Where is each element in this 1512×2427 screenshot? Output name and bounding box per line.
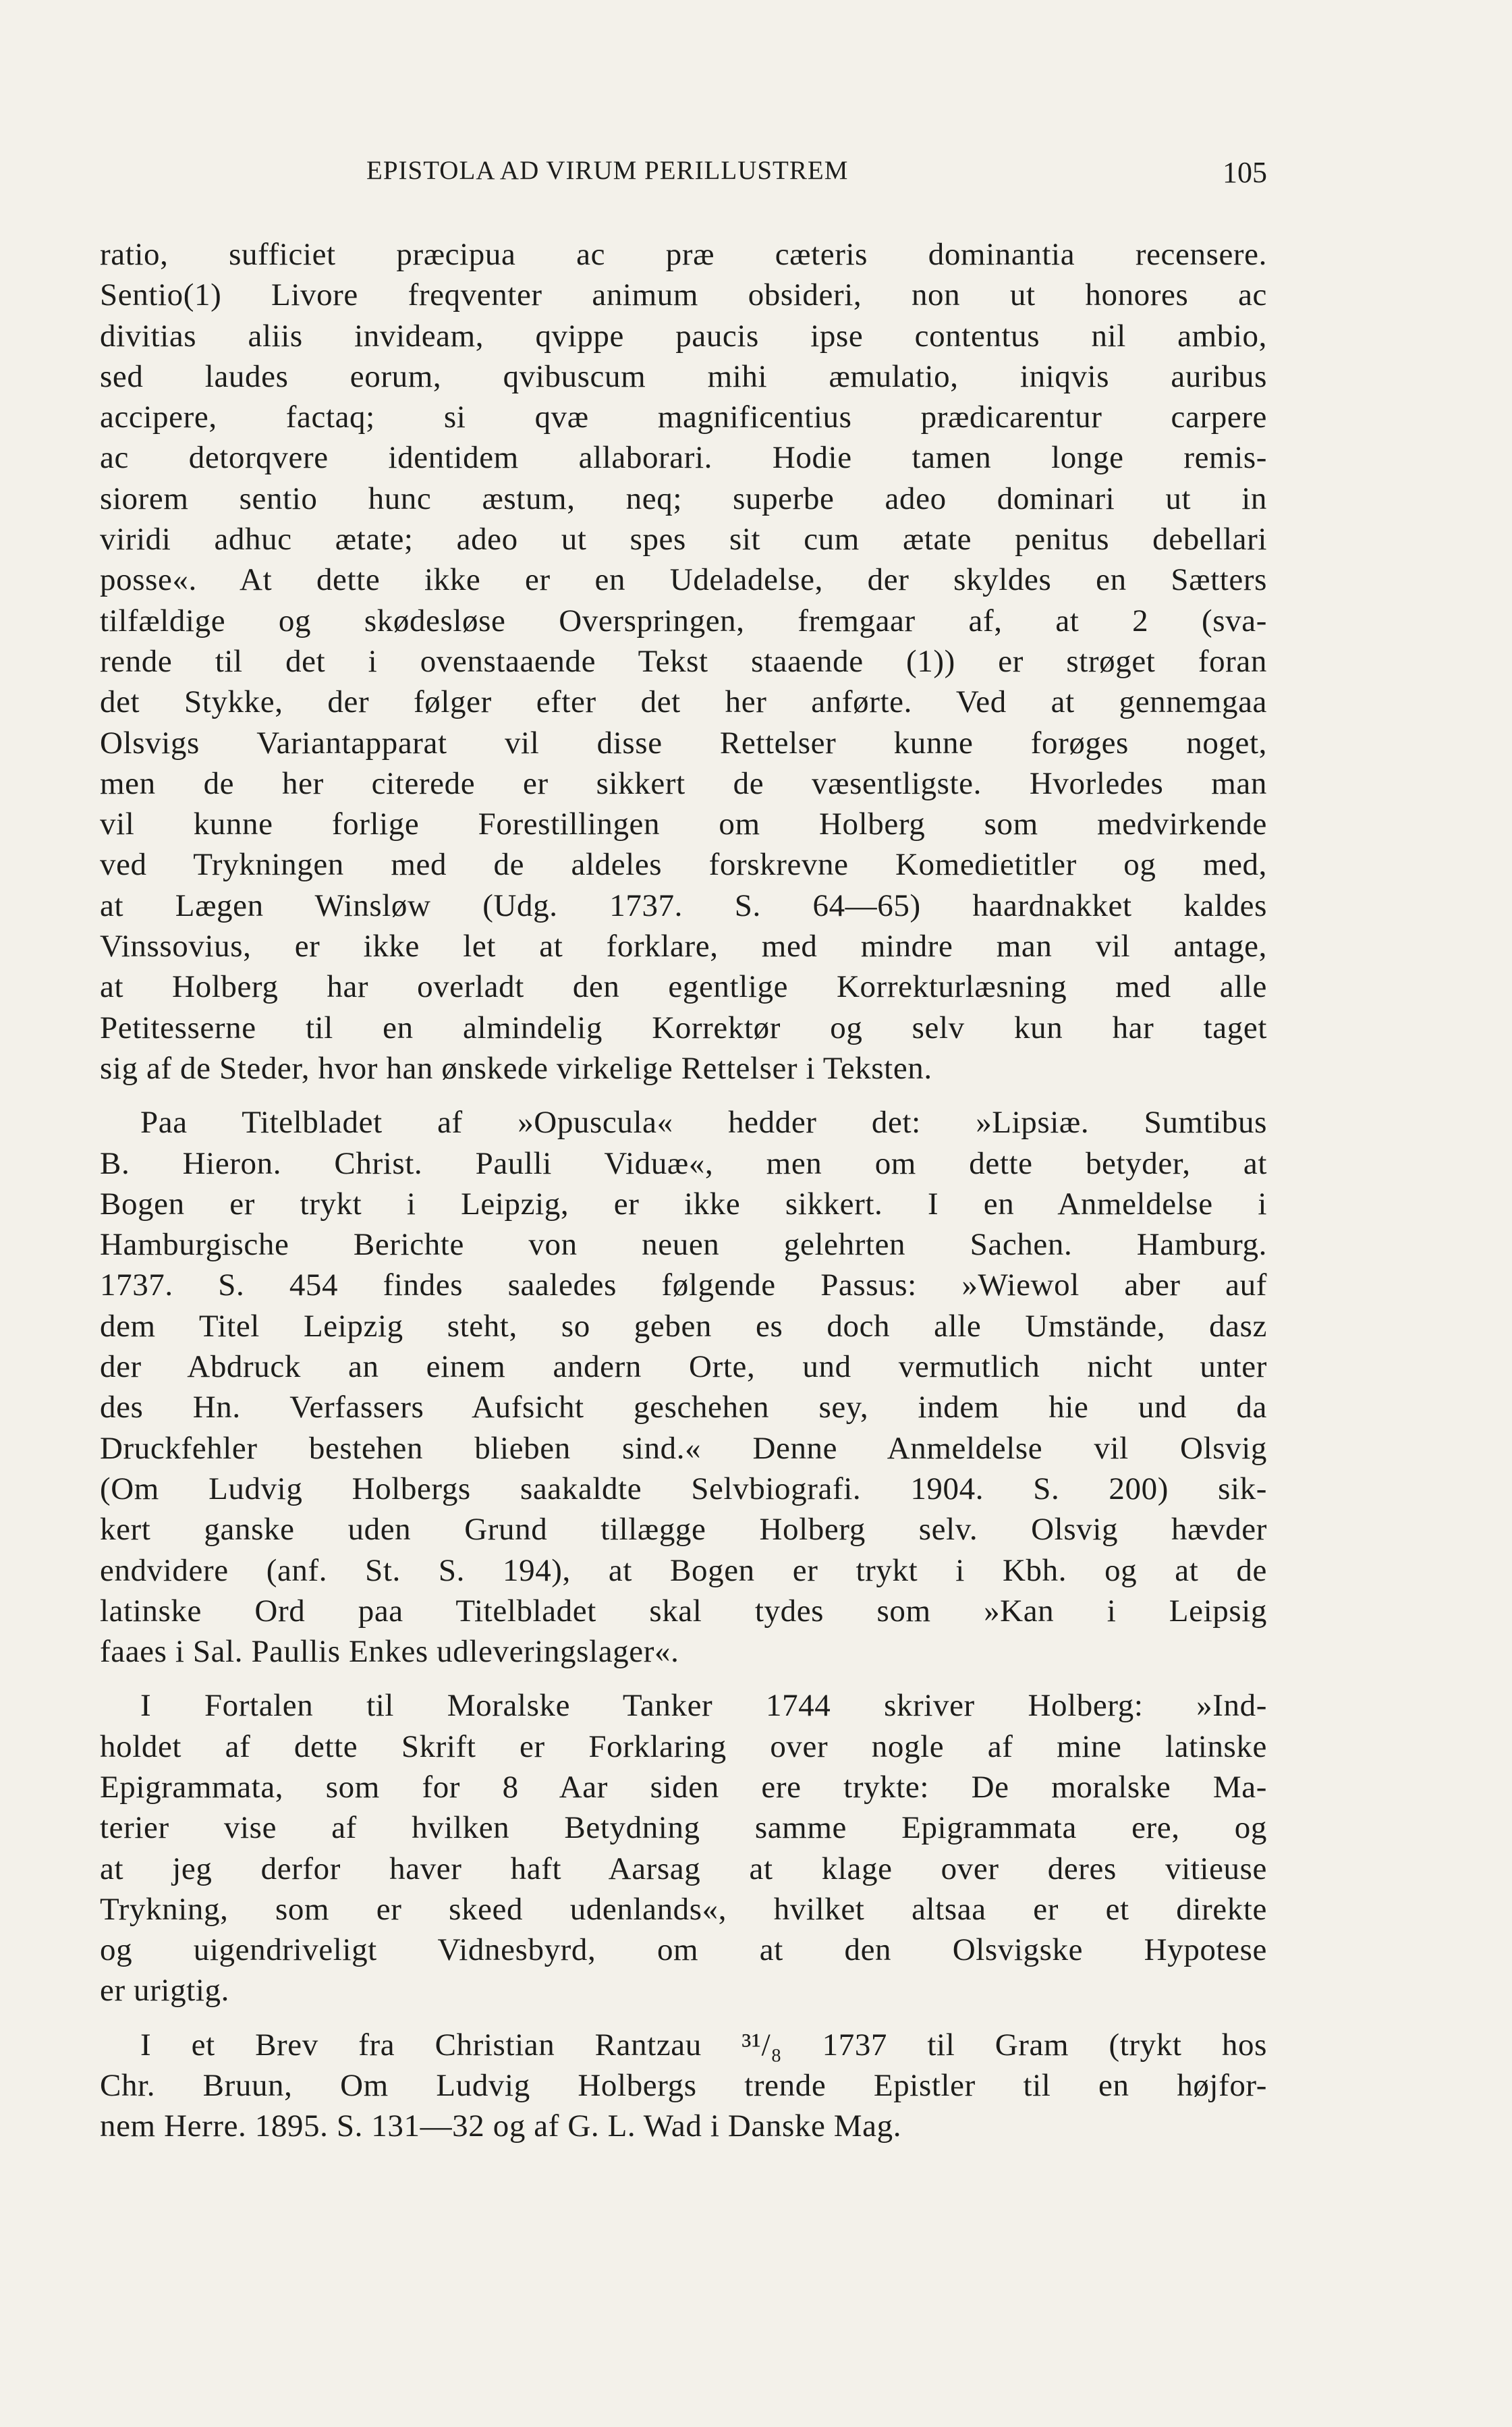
text-line: faaes i Sal. Paullis Enkes udleveringslager«. [100,1634,679,1670]
paragraph [100,2025,1267,2147]
text-line: ac detorqvere identidem allaborari. Hodie tamen longe remis- [100,440,1267,476]
book-page [100,142,1267,2301]
text-line: 1737. S. 454 findes saaledes følgende Passus: »Wiewol aber auf [100,1267,1267,1303]
text-line: der Abdruck an einem andern Orte, und vermutlich nicht unter [100,1349,1267,1385]
text-line: terier vise af hvilken Betydning samme Epigrammata ere, og [100,1810,1267,1846]
text-line: ved Trykningen med de aldeles forskrevne Komedietitler og med, [100,847,1267,883]
text-line: viridi adhuc ætate; adeo ut spes sit cum ætate penitus debellari [100,522,1267,557]
paragraph [100,1685,1267,2011]
text-line: Druckfehler bestehen blieben sind.« Denne Anmeldelse vil Olsvig [100,1430,1267,1466]
text-line: Paa Titelbladet af »Opuscula« hedder det: »Lipsiæ. Sumtibus [140,1105,1267,1141]
text-line: Bogen er trykt i Leipzig, er ikke sikkert. I en Anmeldelse i [100,1186,1267,1222]
text-line: Hamburgische Berichte von neuen gelehrten Sachen. Hamburg. [100,1227,1267,1263]
text-line: nem Herre. 1895. S. 131—32 og af G. L. Wad i Danske Mag. [100,2108,902,2144]
text-line: det Stykke, der følger efter det her anførte. Ved at gennemgaa [100,684,1267,720]
text-line: Chr. Bruun, Om Ludvig Holbergs trende Epistler til en højfor- [100,2068,1267,2104]
text-line: at jeg derfor haver haft Aarsag at klage over deres vitieuse [100,1851,1267,1886]
text-line: siorem sentio hunc æstum, neq; superbe adeo dominari ut in [100,481,1267,516]
text-line: Petitesserne til en almindelig Korrektør og selv kun har taget [100,1010,1267,1045]
text-line: B. Hieron. Christ. Paulli Viduæ«, men om dette betyder, at [100,1145,1267,1181]
body-text [100,234,1267,2147]
text-line: sig af de Steder, hvor han ønskede virkelige Rettelser i Teksten. [100,1050,932,1086]
text-line: des Hn. Verfassers Aufsicht geschehen sey, indem hie und da [100,1390,1267,1425]
text-line: I Fortalen til Moralske Tanker 1744 skriver Holberg: »Ind- [140,1688,1267,1724]
text-line: at Lægen Winsløw (Udg. 1737. S. 64—65) haardnakket kaldes [100,888,1267,923]
text-line: dem Titel Leipzig steht, so geben es doch alle Umstände, dasz [100,1308,1267,1344]
paragraph [100,1102,1267,1672]
text-line: divitias aliis invideam, qvippe paucis ipse contentus nil ambio, [100,318,1267,354]
text-line: latinske Ord paa Titelbladet skal tydes som »Kan i Leipsig [100,1593,1267,1629]
text-line: ratio, sufficiet præcipua ac præ cæteris dominantia recensere. [100,237,1267,272]
page-number: 105 [1223,156,1267,189]
text-line: Sentio(1) Livore freqventer animum obsideri, non ut honores ac [100,277,1267,313]
text-line: rende til det i ovenstaaende Tekst staaende (1)) er strøget foran [100,643,1267,679]
text-line: I et Brev fra Christian Rantzau ³¹/₈ 1737 til Gram (trykt hos [140,2027,1267,2063]
text-line: sed laudes eorum, qvibuscum mihi æmulatio, iniqvis auribus [100,358,1267,394]
text-line: at Holberg har overladt den egentlige Korrekturlæsning med alle [100,969,1267,1005]
text-line: endvidere (anf. St. S. 194), at Bogen er trykt i Kbh. og at de [100,1552,1267,1588]
running-title: EPISTOLA AD VIRUM PERILLUSTREM [366,156,849,185]
text-line: posse«. At dette ikke er en Udeladelse, der skyldes en Sætters [100,562,1267,598]
text-line: (Om Ludvig Holbergs saakaldte Selvbiografi. 1904. S. 200) sik- [100,1471,1267,1506]
text-line: og uigendriveligt Vidnesbyrd, om at den Olsvigske Hypotese [100,1932,1267,1968]
text-line: accipere, factaq; si qvæ magnificentius prædicarentur carpere [100,400,1267,435]
text-line: Olsvigs Variantapparat vil disse Rettelser kunne forøges noget, [100,725,1267,761]
text-line: kert ganske uden Grund tillægge Holberg selv. Olsvig hævder [100,1512,1267,1548]
text-line: holdet af dette Skrift er Forklaring over nogle af mine latinske [100,1728,1267,1764]
paragraph [100,234,1267,1089]
text-line: men de her citerede er sikkert de væsentligste. Hvorledes man [100,765,1267,801]
text-line: tilfældige og skødesløse Overspringen, fremgaar af, at 2 (sva- [100,603,1267,638]
text-line: Epigrammata, som for 8 Aar siden ere trykte: De moralske Ma- [100,1769,1267,1805]
text-line: er urigtig. [100,1973,229,2009]
text-line: Trykning, som er skeed udenlands«, hvilket altsaa er et direkte [100,1891,1267,1927]
text-line: Vinssovius, er ikke let at forklare, med mindre man vil antage, [100,929,1267,964]
running-head [100,142,1267,189]
text-line: vil kunne forlige Forestillingen om Holberg som medvirkende [100,807,1267,842]
